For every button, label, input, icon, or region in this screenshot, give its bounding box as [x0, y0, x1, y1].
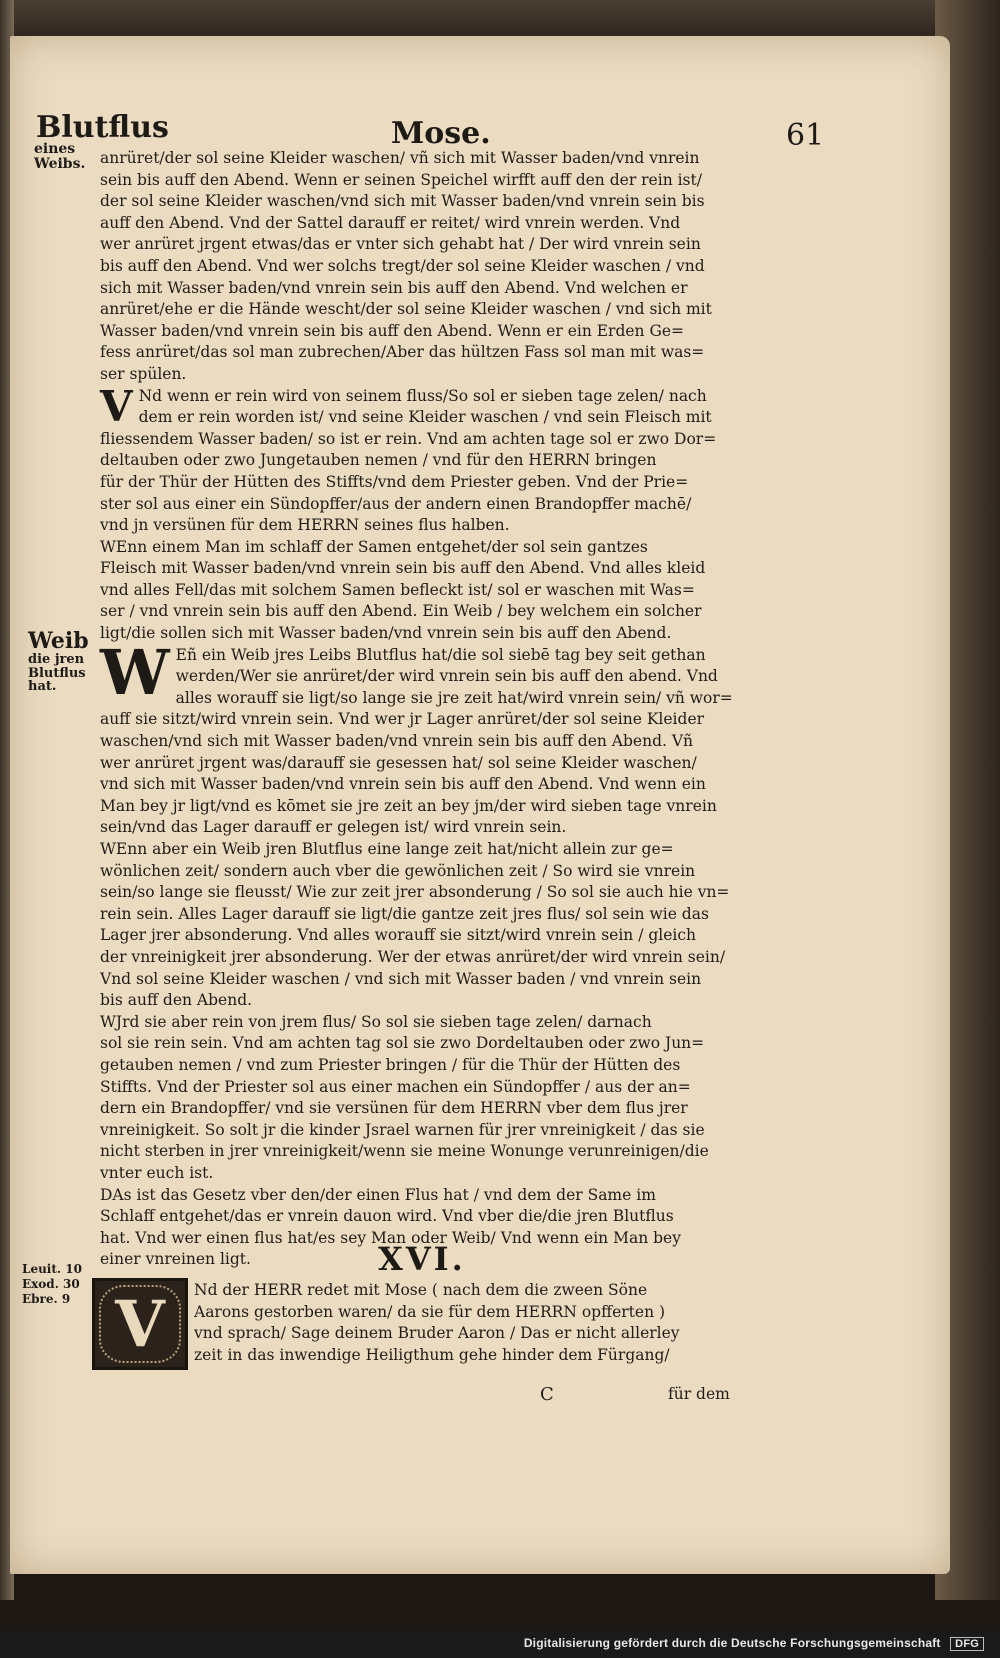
text-line: für der Thür der Hütten des Stiffts/vnd dem Priester geben. Vnd der Prie=: [100, 472, 689, 491]
text-line: wer anrüret jrgent was/darauff sie gesessen hat/ sol seine Kleider waschen/: [100, 753, 697, 772]
drop-cap: W: [100, 635, 170, 709]
text-line: fliessendem Wasser baden/ so ist er rein. Vnd am achten tage sol er zwo Dor=: [100, 429, 717, 448]
margin-note-line: hat.: [28, 679, 57, 695]
text-line: Man bey jr ligt/vnd es kōmet sie jre zeit an bey jm/der wird sieben tage vnrein: [100, 796, 717, 815]
text-line: dern ein Brandopffer/ vnd sie versünen für dem HERRN vber dem flus jrer: [100, 1099, 688, 1118]
text-line: Vnd sol seine Kleider waschen / vnd sich mit Wasser baden / vnd vnrein sein: [100, 969, 702, 988]
margin-note-3: [22, 1262, 92, 1307]
text-line: Schlaff entgehet/das er vnrein dauon wird. Vnd vber die/die jren Blutflus: [100, 1207, 674, 1226]
margin-note-line: Weibs.: [34, 155, 86, 172]
text-line: sein bis auff den Abend. Wenn er seinen Speichel wirfft auff den der rein ist/: [100, 170, 702, 189]
text-line: vnreinigkeit. So solt jr die kinder Jsrael warnen für jrer vnreinigkeit / das sie: [100, 1120, 705, 1139]
signature-mark: C: [540, 1384, 554, 1405]
margin-note-line: die jren: [28, 652, 85, 668]
margin-note-2: [28, 630, 98, 694]
dfg-logo: DFG: [950, 1637, 984, 1651]
chapter-text-line: zeit in das inwendige Heiligthum gehe hinder dem Fürgang/: [194, 1345, 670, 1364]
chapter-text: [194, 1280, 740, 1366]
paragraph: [100, 148, 740, 386]
body-text: [100, 148, 740, 1271]
text-line: einer vnreinen ligt.: [100, 1250, 251, 1269]
text-line: WJrd sie aber rein von jrem flus/ So sol sie sieben tage zelen/ darnach: [100, 1012, 652, 1031]
text-line: DAs ist das Gesetz vber den/der einen Flus hat / vnd dem der Same im: [100, 1185, 656, 1204]
text-line: Lager jrer absonderung. Vnd alles worauff sie sitzt/wird vnrein sein / gleich: [100, 926, 697, 945]
text-line: der vnreinigkeit jrer absonderung. Wer der etwas anrüret/der wird vnrein sein/: [100, 947, 726, 966]
text-line: Fleisch mit Wasser baden/vnd vnrein sein bis auff den Abend. Vnd alles kleid: [100, 559, 706, 578]
text-line: ser / vnd vnrein sein bis auff den Abend. Ein Weib / bey welchem ein solcher: [100, 602, 702, 621]
chapter-text-line: Nd der HERR redet mit Mose ( nach dem die zween Söne: [194, 1281, 648, 1299]
text-line: ligt/die sollen sich mit Wasser baden/vnd vnrein sein bis auff den Abend.: [100, 624, 672, 643]
margin-note-line: Weib: [28, 628, 89, 654]
text-line: ster sol aus einer ein Sündopffer/aus der andern einen Brandopffer machē/: [100, 494, 692, 513]
margin-note-line: Blutflus: [28, 665, 86, 681]
text-line: WEnn aber ein Weib jren Blutflus eine lange zeit hat/nicht allein zur ge=: [100, 840, 674, 858]
text-line: vnd alles Fell/das mit solchem Samen befleckt ist/ sol er waschen mit Was=: [100, 580, 695, 599]
header-center-title: Mose.: [391, 116, 491, 151]
text-line: sein/so lange sie fleusst/ Wie zur zeit jrer absonderung / So sol sie auch hie vn=: [100, 883, 730, 902]
text-line: auff sie sitzt/wird vnrein sein. Vnd wer jr Lager anrüret/der sol seine Kleider: [100, 710, 705, 729]
initial-flourish-decoration: [99, 1285, 181, 1363]
text-line: bis auff den Abend. Vnd wer solchs tregt/der sol seine Kleider waschen / vnd: [100, 256, 705, 275]
text-line: Wasser baden/vnd vnrein sein bis auff den Abend. Wenn er ein Erden Ge=: [100, 321, 685, 340]
text-line: WEnn einem Man im schlaff der Samen entgehet/der sol sein gantzes: [100, 537, 648, 556]
margin-note-line: Ebre. 9: [22, 1292, 71, 1306]
text-line: Stiffts. Vnd der Priester sol aus einer machen ein Sündopffer / aus der an=: [100, 1077, 691, 1096]
text-line: alles worauff sie ligt/so lange sie jre zeit hat/wird vnrein sein/ vñ wor=: [175, 688, 733, 707]
initial-letter: V: [115, 1286, 165, 1362]
drop-cap: V: [100, 381, 133, 431]
text-line: waschen/vnd sich mit Wasser baden/vnd vnrein sein bis auff den Abend. Vñ: [100, 732, 694, 751]
margin-note-line: Leuit. 10: [22, 1262, 82, 1276]
text-line: sein/vnd das Lager darauff er gelegen ist/ wird vnrein sein.: [100, 818, 567, 837]
footer-credit-text: Digitalisierung gefördert durch die Deutsche Forschungsgemeinschaft: [523, 1636, 941, 1650]
text-line: Nd wenn er rein wird von seinem fluss/So sol er sieben tage zelen/ nach: [138, 386, 707, 405]
header-left-title: Blutflus: [36, 110, 169, 145]
page-number: 61: [786, 118, 825, 153]
text-line: auff den Abend. Vnd der Sattel darauff er reitet/ wird vnrein werden. Vnd: [100, 213, 681, 232]
text-line: fess anrüret/das sol man zubrechen/Aber das hültzen Fass sol man mit was=: [100, 343, 705, 362]
catchword: für dem: [668, 1385, 730, 1403]
text-line: bis auff den Abend.: [100, 991, 253, 1010]
chapter-text-line: vnd sprach/ Sage deinem Bruder Aaron / Das er nicht allerley: [194, 1324, 680, 1343]
ornate-initial: [92, 1278, 188, 1370]
footer-credit: [524, 1636, 984, 1651]
text-line: der sol seine Kleider waschen/vnd sich mit Wasser baden/vnd vnrein sein bis: [100, 192, 705, 211]
text-line: getauben nemen / vnd zum Priester bringen / für die Thür der Hütten des: [100, 1055, 681, 1074]
text-line: ser spülen.: [100, 364, 187, 383]
text-line: anrüret/der sol seine Kleider waschen/ vñ sich mit Wasser baden/vnd vnrein: [100, 149, 700, 167]
text-line: wönlichen zeit/ sondern auch vber die gewönlichen zeit / So wird sie vnrein: [100, 861, 696, 880]
text-line: sol sie rein sein. Vnd am achten tag sol sie zwo Dordeltauben oder zwo Jun=: [100, 1034, 705, 1053]
text-line: anrüret/ehe er die Hände wescht/der sol seine Kleider waschen / vnd sich mit: [100, 300, 712, 319]
text-line: vnter euch ist.: [100, 1163, 214, 1182]
text-line: hat. Vnd wer einen flus hat/es sey Man oder Weib/ Vnd wenn ein Man bey: [100, 1228, 681, 1247]
text-line: dem er rein worden ist/ vnd seine Kleider waschen / vnd sein Fleisch mit: [138, 408, 712, 427]
margin-note-line: Exod. 30: [22, 1277, 80, 1291]
text-line: vnd sich mit Wasser baden/vnd vnrein sein bis auff den Abend. Vnd wenn ein: [100, 775, 706, 794]
text-line: werden/Wer sie anrüret/der wird vnrein sein bis auff den abend. Vnd: [175, 667, 718, 686]
margin-note-line: eines: [34, 141, 76, 157]
text-line: nicht sterben in jrer vnreinigkeit/wenn sie meine Wonunge verunreinigen/die: [100, 1142, 709, 1161]
paragraph: [100, 1012, 740, 1185]
paragraph: [100, 839, 740, 1012]
paragraph: [100, 635, 740, 839]
margin-note-1: [34, 142, 104, 171]
paragraph: [100, 381, 740, 537]
text-line: deltauben oder zwo Jungetauben nemen / vnd für den HERRN bringen: [100, 451, 657, 470]
text-line: sich mit Wasser baden/vnd vnrein sein bis auff den Abend. Vnd welchen er: [100, 278, 688, 297]
chapter-heading: XVI.: [378, 1240, 466, 1278]
text-line: vnd jn versünen für dem HERRN seines flus halben.: [100, 516, 510, 535]
paragraph: [100, 537, 740, 645]
text-line: rein sein. Alles Lager darauff sie ligt/die gantze zeit jres flus/ sol sein wie das: [100, 904, 709, 923]
chapter-text-line: Aarons gestorben waren/ da sie für dem HERRN opfferten ): [194, 1302, 666, 1321]
text-line: wer anrüret jrgent etwas/das er vnter sich gehabt hat / Der wird vnrein sein: [100, 235, 701, 254]
text-line: Eñ ein Weib jres Leibs Blutflus hat/die sol siebē tag bey seit gethan: [175, 645, 706, 664]
